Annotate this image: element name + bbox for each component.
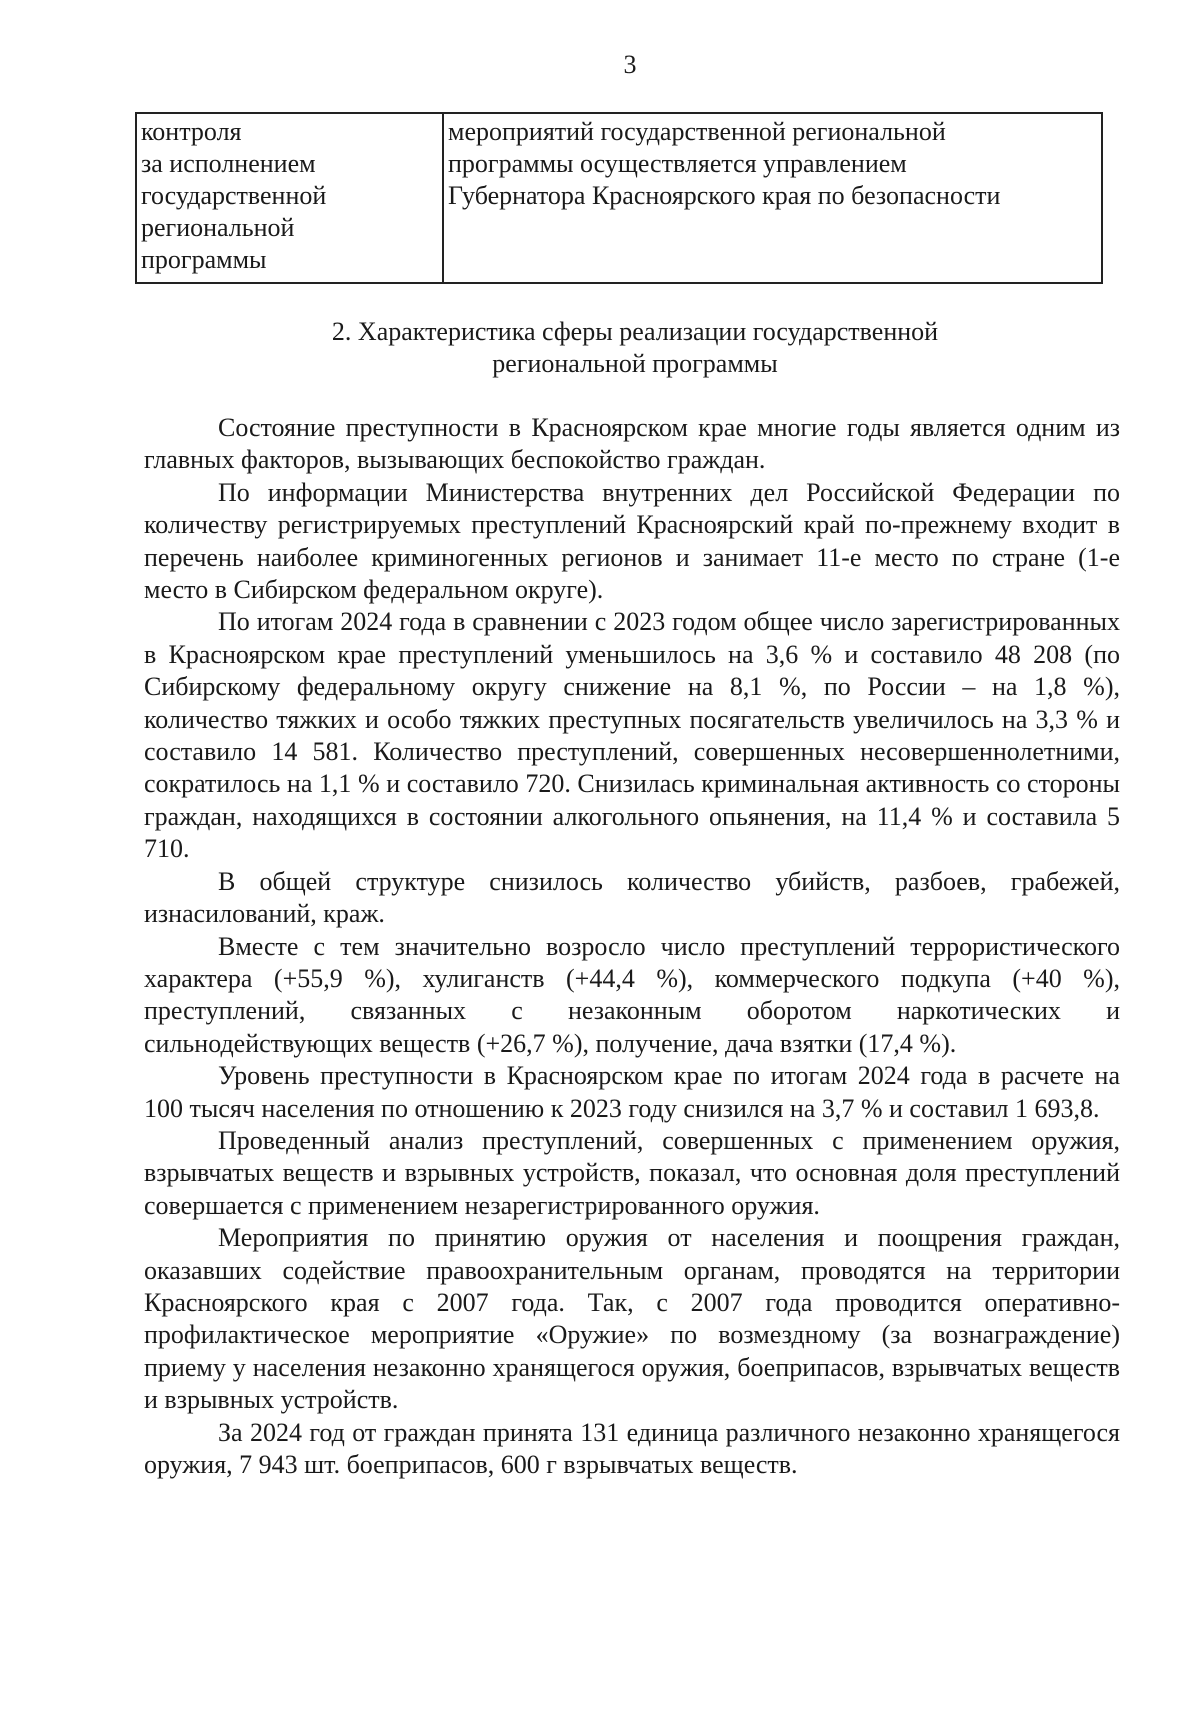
paragraph: В общей структуре снизилось количество убийств, разбоев, грабежей, изнасилований, краж. [144, 866, 1120, 929]
table-row [136, 113, 1102, 283]
section-body [144, 412, 1120, 1481]
page-number: 3 [623, 50, 637, 79]
paragraph: Состояние преступности в Красноярском крае многие годы является одним из главных факторов, вызывающих беспокойство граждан. [144, 413, 1120, 475]
paragraph: По итогам 2024 года в сравнении с 2023 годом общее число зарегистрированных в Красноярском крае преступлений уменьшилось на 3,6 % и составило 48 208 (по Сибирскому федеральному округу снижение на 8,1 %, по России – на 1,8 %), количество тяжких и особо тяжких преступных посягательств увеличилось на 3,3 % и составило 14 581. Количество преступлений, совершенных несовершеннолетними, сократилось на 1,1 % и составило 720. Снизилась криминальная активность со стороны граждан, находящихся в состоянии алкогольного опьянения, на 11,4 % и составила 5 710. [144, 607, 1120, 864]
table-value-line: Губернатора Красноярского края по безопасности [448, 181, 1001, 210]
paragraph: За 2024 год от граждан принята 131 единица различного незаконно хранящегося оружия, 7 943 шт. боеприпасов, 600 г взрывчатых веществ. [144, 1417, 1120, 1479]
section-heading-line: региональной программы [492, 349, 778, 378]
table-label-line: программы [141, 245, 267, 274]
table-label-line: за исполнением [141, 149, 316, 178]
table-label-line: контроля [141, 117, 242, 146]
paragraph: Вместе с тем значительно возросло число преступлений террористического характера (+55,9 %), хулиганств (+44,4 %), коммерческого подкупа (+40 %), преступлений, связанных с незаконным оборотом наркотических и сильнодействующих веществ (+26,7 %), получение, дача взятки (17,4 %). [144, 931, 1120, 1058]
paragraph: По информации Министерства внутренних дел Российской Федерации по количеству регистрируемых преступлений Красноярский край по-прежнему входит в перечень наиболее криминогенных регионов и занимает 11-е место по стране (1-е место в Сибирском федеральном округе). [144, 477, 1120, 605]
table-value-line: программы осуществляется управлением [448, 149, 907, 178]
section-heading [240, 316, 1030, 380]
paragraph: Мероприятия по принятию оружия от населения и поощрения граждан, оказавших содействие правоохранительным органам, проводятся на территории Красноярского края с 2007 года. Так, с 2007 года проводится оперативно-профилактическое мероприятие «Оружие» по возмездному (за вознаграждение) приему у населения незаконно хранящегося оружия, боеприпасов, взрывчатых веществ и взрывных устройств. [144, 1223, 1120, 1415]
table-label-line: государственной [141, 181, 327, 210]
table-value-line: мероприятий государственной региональной [448, 117, 946, 146]
paragraph: Уровень преступности в Красноярском крае по итогам 2024 года в расчете на 100 тысяч населения по отношению к 2023 году снизился на 3,7 % и составил 1 693,8. [144, 1061, 1120, 1123]
paragraph: Проведенный анализ преступлений, совершенных с применением оружия, взрывчатых веществ и взрывных устройств, показал, что основная доля преступлений совершается с применением незарегистрированного оружия. [144, 1125, 1120, 1220]
program-info-table [135, 112, 1103, 284]
section-heading-line: 2. Характеристика сферы реализации государственной [331, 317, 939, 346]
table-cell-label [136, 113, 443, 283]
table-cell-value [443, 113, 1102, 283]
table-label-line: региональной [141, 213, 295, 242]
